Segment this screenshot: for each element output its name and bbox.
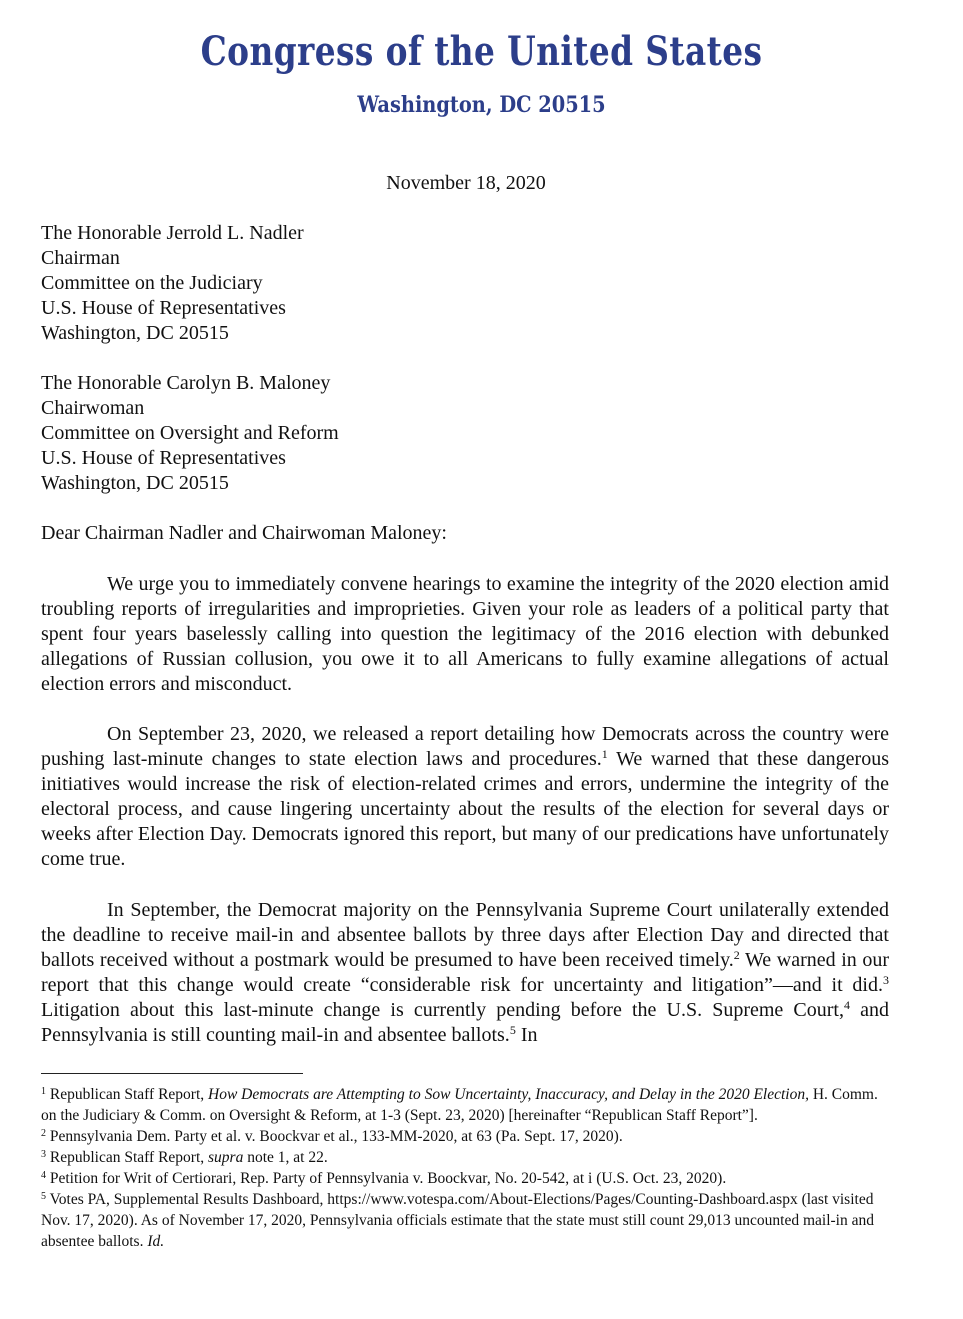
recipient-city: Washington, DC 20515 xyxy=(41,322,229,344)
footnote xyxy=(41,1126,891,1147)
footnote-number: 3 xyxy=(41,1149,46,1160)
recipient-committee: Committee on the Judiciary xyxy=(41,272,263,294)
paragraph-text: We warned that these dangerous initiatives would increase the risk of election-related crimes and errors, undermine the integrity of the electoral process, and cause lingering uncertainty about the results of the election for several days or weeks after Election Day. Democrats ignored this report, but many of our predications have unfortunately come true. xyxy=(41,748,889,870)
footnote-italic: Id. xyxy=(147,1233,165,1250)
footnote-text: H. Comm. on the Judiciary & Comm. on Oversight & Reform, at 1-3 (Sept. 23, 2020) [hereinafter “Republican Staff Report”]. xyxy=(41,1086,878,1124)
footnote-number: 5 xyxy=(41,1191,46,1202)
paragraph-text: In xyxy=(515,1024,538,1046)
footnote-text: note 1, at 22. xyxy=(243,1149,328,1166)
paragraph-text: and Pennsylvania is still counting mail-in and absentee ballots. xyxy=(41,999,889,1046)
footnote-marker: 3 xyxy=(883,973,889,987)
recipient-city: Washington, DC 20515 xyxy=(41,472,229,494)
letterhead-title: Congress of the United States xyxy=(200,28,763,75)
footnote-number: 1 xyxy=(41,1086,46,1097)
recipient-title: Chairwoman xyxy=(41,397,145,419)
footnote-number: 4 xyxy=(41,1170,46,1181)
body-paragraph xyxy=(41,572,889,697)
footnote-marker: 1 xyxy=(601,747,608,761)
footnote xyxy=(41,1147,891,1168)
paragraph-text: Litigation about this last-minute change is currently pending before the U.S. Supreme Court, xyxy=(41,999,844,1021)
recipient-title: Chairman xyxy=(41,247,120,269)
footnote-number: 2 xyxy=(41,1128,46,1139)
recipient-name: The Honorable Carolyn B. Maloney xyxy=(41,372,331,394)
recipient-address-block xyxy=(41,221,304,346)
footnote-marker: 2 xyxy=(733,948,740,962)
paragraph-text: We urge you to immediately convene hearings to examine the integrity of the 2020 election amid troubling reports of irregularities and improprieties. Given your role as leaders of a political party that spent four years baselessly calling into question the legitimacy of the 2016 election with debunked allegations of Russian collusion, you owe it to all Americans to fully examine allegations of actual election errors and misconduct. xyxy=(41,573,889,695)
footnote xyxy=(41,1168,891,1189)
footnote xyxy=(41,1189,891,1252)
footnote-text: Pennsylvania Dem. Party et al. v. Boockvar et al., 133-MM-2020, at 63 (Pa. Sept. 17, 2020). xyxy=(46,1128,623,1145)
footnote-marker: 5 xyxy=(509,1023,516,1037)
paragraph-text: We warned in our report that this change would create “considerable risk for uncertainty and litigation”—and it did. xyxy=(41,949,890,996)
paragraph-text: In September, the Democrat majority on the Pennsylvania Supreme Court unilaterally extended the deadline to receive mail-in and absentee ballots by three days after Election Day and directed that ballots received without a postmark would be presumed to have been received timely. xyxy=(41,899,889,971)
recipient-committee: Committee on Oversight and Reform xyxy=(41,422,339,444)
footnotes xyxy=(41,1084,891,1252)
recipient-address-block xyxy=(41,371,339,496)
footnote-text: Votes PA, Supplemental Results Dashboard, https://www.votespa.com/About-Elections/Pages/Counting-Dashboard.aspx (last visited Nov. 17, 2020). As of November 17, 2020, Pennsylvania officials estimate that the state must still count 29,013 uncounted mail-in and absentee ballots. xyxy=(41,1191,874,1250)
letterhead-subtitle: Washington, DC 20515 xyxy=(357,92,606,118)
footnote xyxy=(41,1084,891,1126)
salutation: Dear Chairman Nadler and Chairwoman Maloney: xyxy=(41,522,447,544)
recipient-name: The Honorable Jerrold L. Nadler xyxy=(41,222,304,244)
footnote-text: Petition for Writ of Certiorari, Rep. Party of Pennsylvania v. Boockvar, No. 20-542, at i (U.S. Oct. 23, 2020). xyxy=(46,1170,727,1187)
recipient-house: U.S. House of Representatives xyxy=(41,297,286,319)
paragraph-text: On September 23, 2020, we released a report detailing how Democrats across the country were pushing last-minute changes to state election laws and procedures. xyxy=(41,723,889,770)
footnote-text: Republican Staff Report, xyxy=(46,1086,209,1103)
body-paragraph xyxy=(41,898,889,1048)
footnote-divider xyxy=(41,1073,303,1074)
footnote-marker: 4 xyxy=(843,998,850,1012)
footnote-italic: supra xyxy=(208,1149,244,1166)
footnote-text: Republican Staff Report, xyxy=(46,1149,209,1166)
recipient-house: U.S. House of Representatives xyxy=(41,447,286,469)
body-paragraph xyxy=(41,722,889,872)
footnote-title: How Democrats are Attempting to Sow Uncertainty, Inaccuracy, and Delay in the 2020 Election, xyxy=(208,1086,809,1103)
letter-date: November 18, 2020 xyxy=(386,172,546,194)
